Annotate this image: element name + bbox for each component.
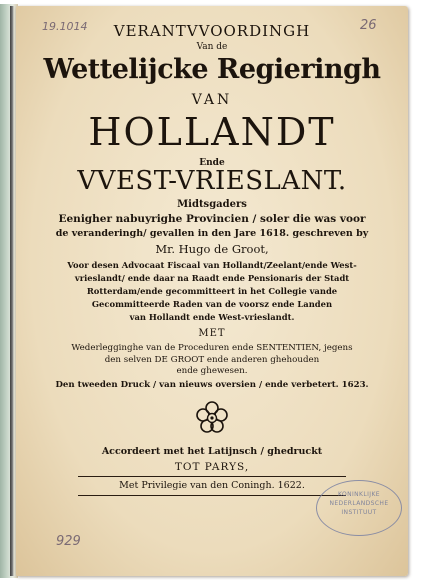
library-stamp: [316, 480, 402, 536]
met-line: MET: [198, 328, 226, 339]
refutation-line-2: den selven DE GROOT ende anderen ghehouden: [104, 355, 320, 365]
stamp-line-1: KONINKLIJKE: [337, 491, 381, 498]
office-line-4: Gecommitteerde Raden van de voorsz ende Landen: [91, 299, 333, 309]
title-page: [16, 6, 408, 576]
title-line-3: Wettelijcke Regieringh: [43, 54, 381, 85]
title-line-1: VERANTVVOORDINGH: [113, 22, 311, 40]
title-line-7: VVEST-VRIESLANT.: [77, 166, 347, 196]
bottom-rule: [78, 495, 346, 496]
title-line-6: Ende: [199, 158, 225, 168]
edition-line: Den tweeden Druck / van nieuws oversien / ende verbetert. 1623.: [55, 380, 369, 390]
handwritten-shelfmark: 19.1014: [42, 20, 88, 33]
top-rule: [78, 476, 346, 477]
spine-edge: [10, 6, 14, 576]
refutation-line-3: ende ghewesen.: [176, 366, 248, 376]
latin-line: Accordeert met het Latijnsch / ghedruckt: [101, 446, 323, 457]
title-line-8: Midtsgaders: [177, 199, 247, 210]
stamp-line-3: INSTITUUT: [341, 509, 377, 516]
office-line-3: Rotterdam/ende gecommitteert in het Collegie vande: [86, 286, 338, 296]
privilege-line: Met Privilegie van den Coningh. 1622.: [119, 480, 305, 491]
handwritten-number-bottom: 929: [56, 534, 81, 549]
title-line-5: HOLLANDT: [88, 110, 336, 154]
office-line-5: van Hollandt ende West-vrieslandt.: [129, 312, 295, 322]
title-line-2: Van de: [196, 42, 228, 52]
office-line-1: Voor desen Advocaat Fiscaal van Hollandt/Zeelant/ende West-: [67, 260, 357, 270]
handwritten-number-top: 26: [360, 18, 377, 33]
refutation-line-1: Wederlegginghe van de Proceduren ende SENTENTIEN, jegens: [71, 343, 353, 353]
rose-ornament-icon: [194, 399, 230, 435]
stamp-line-2: NEDERLANDSCHE: [329, 500, 389, 507]
place-line: TOT PARYS,: [174, 461, 250, 473]
title-line-9b: de veranderingh/ gevallen in den Jare 1618. geschreven by: [55, 228, 369, 239]
title-line-4: VAN: [191, 92, 233, 108]
title-line-9a: Eenigher nabuyrighe Provincien / soler die was voor: [58, 213, 366, 225]
office-line-2: vrieslandt/ ende daar na Raadt ende Pensionaris der Stadt: [74, 273, 350, 283]
author-line: Mr. Hugo de Groot,: [155, 242, 269, 256]
